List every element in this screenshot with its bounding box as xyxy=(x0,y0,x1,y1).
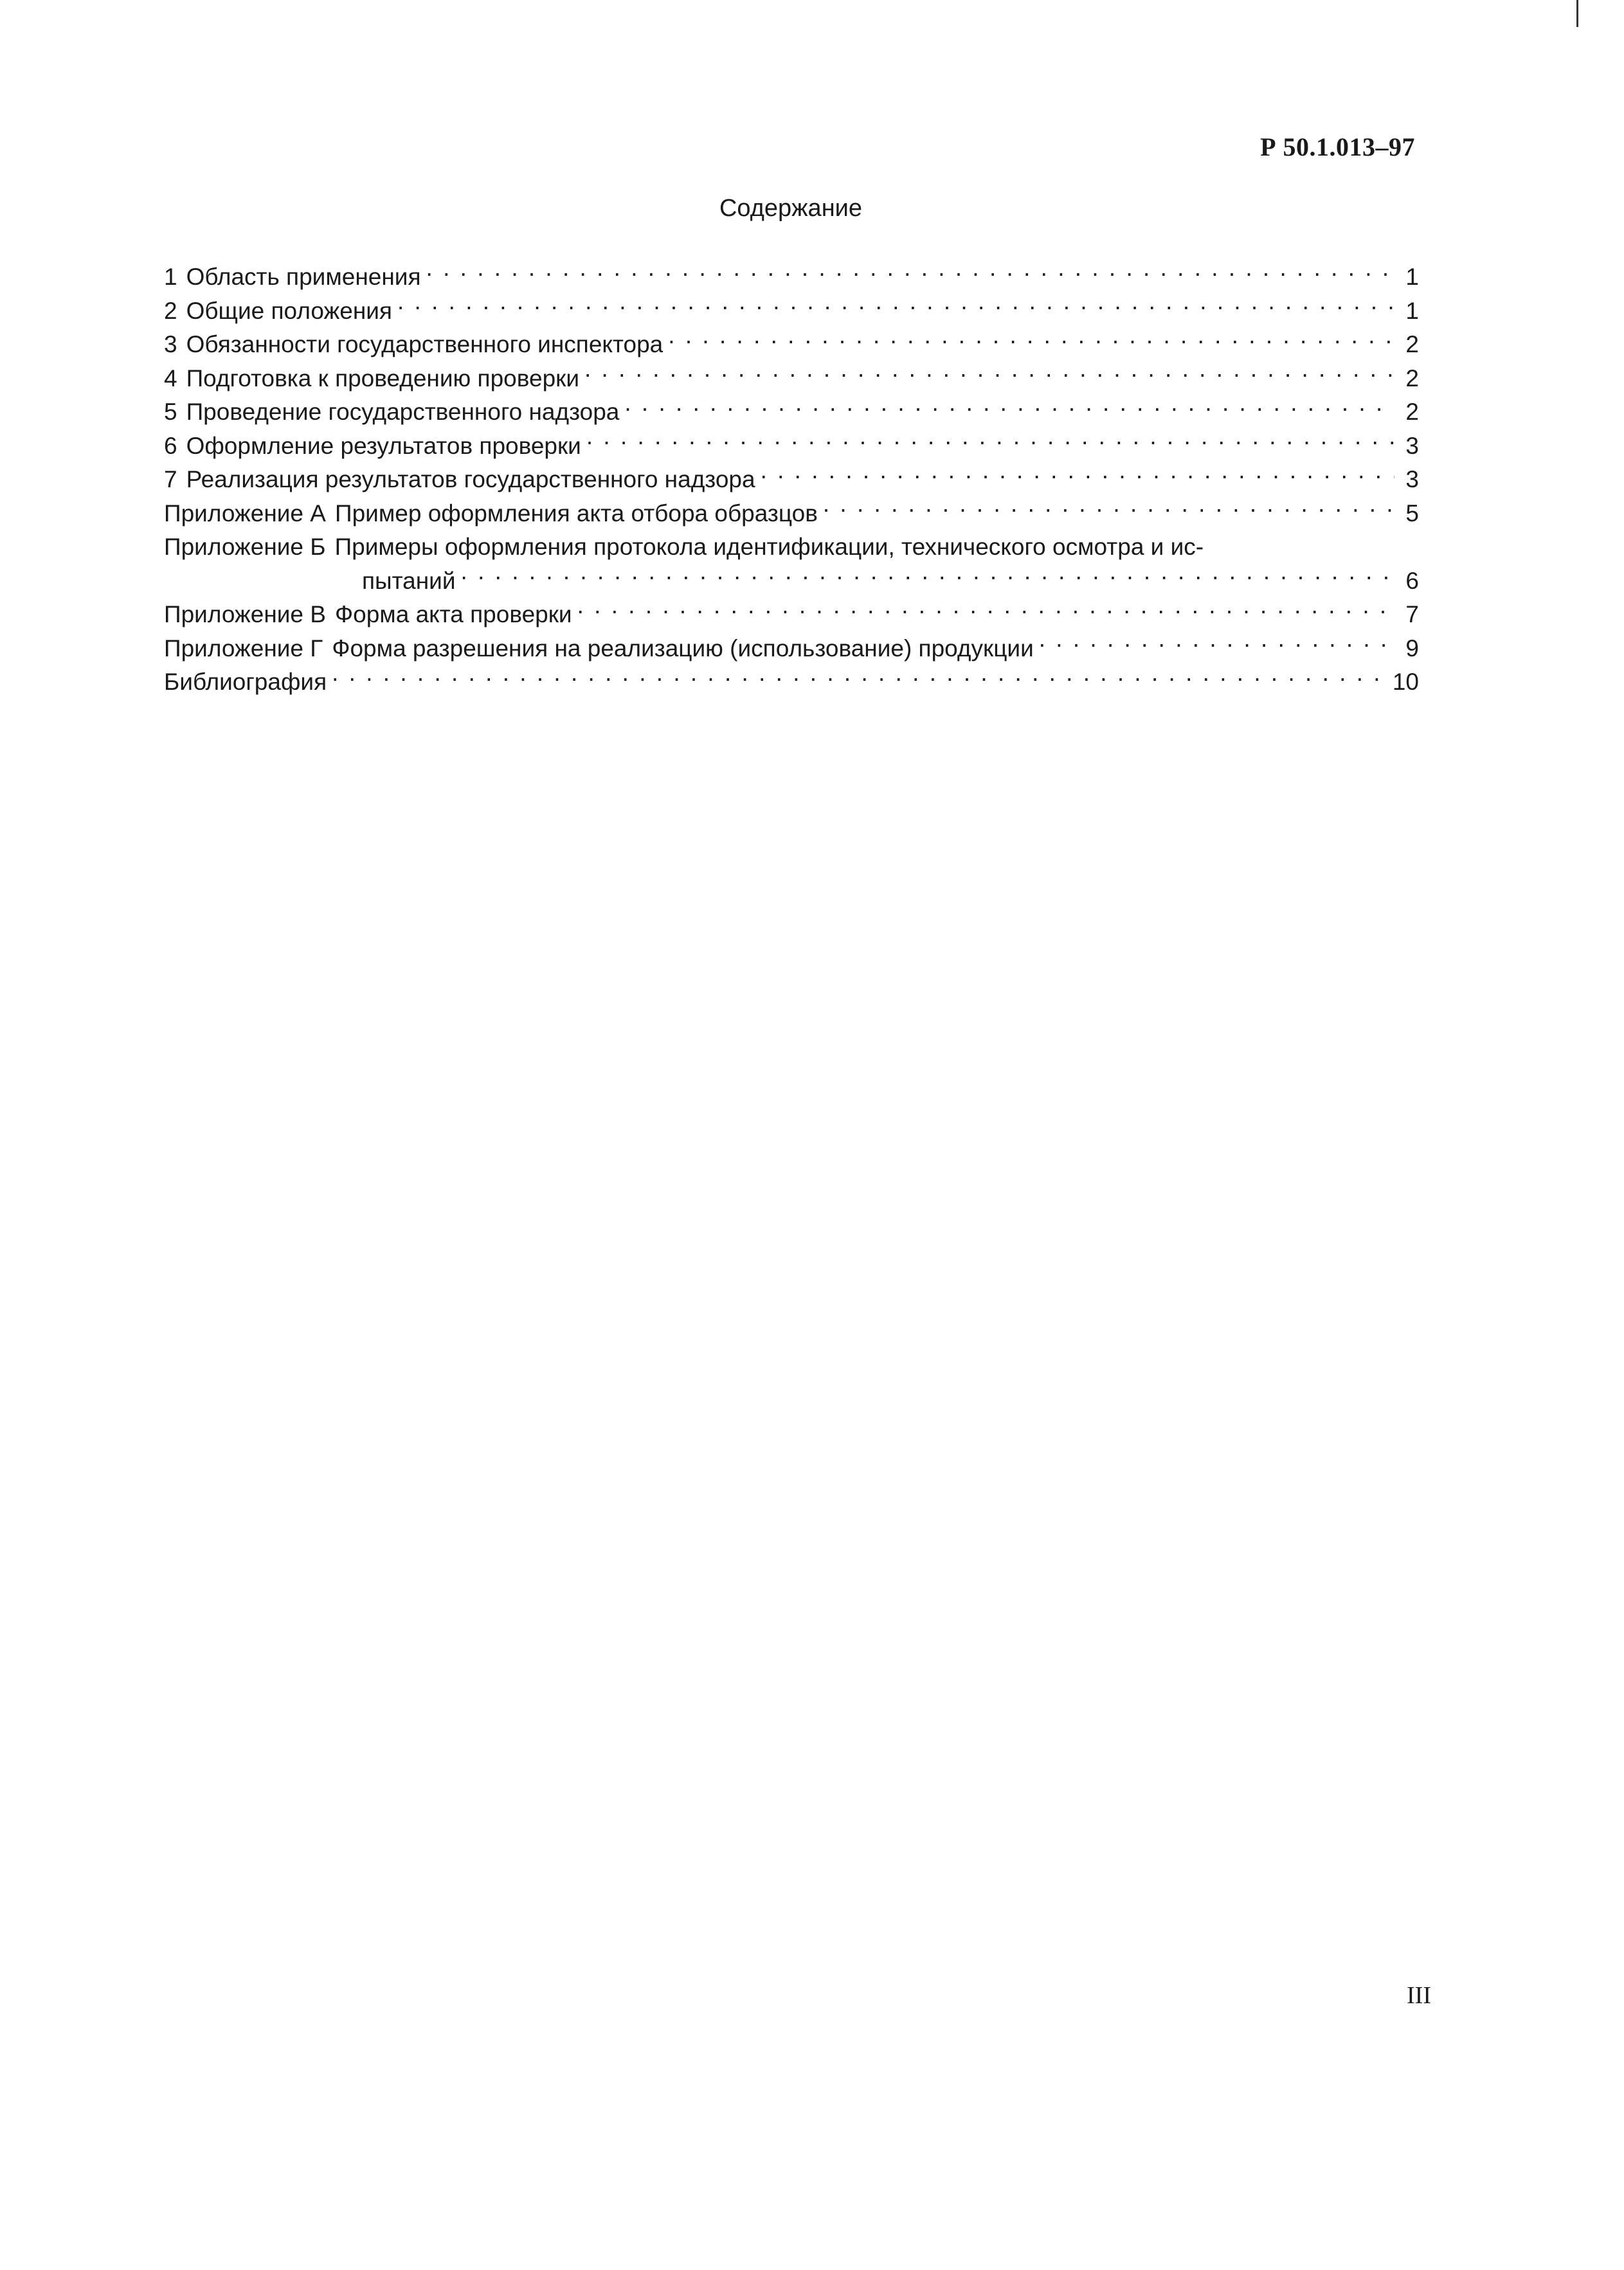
toc-entry-section-6[interactable] xyxy=(164,429,1419,464)
toc-leader-dots xyxy=(823,498,1394,521)
toc-leader-dots xyxy=(397,295,1394,319)
toc-entry-number: 5 xyxy=(164,399,177,425)
toc-leader-dots xyxy=(668,329,1394,352)
toc-entry-page: 1 xyxy=(1405,264,1419,290)
toc-entry-section-1[interactable] xyxy=(164,260,1419,294)
toc-appendix-label: Приложение Г xyxy=(164,635,323,662)
toc-entry-page: 2 xyxy=(1405,331,1419,357)
toc-entry-section-3[interactable] xyxy=(164,328,1419,362)
toc-leader-dots xyxy=(586,430,1394,454)
toc-entry-page: 3 xyxy=(1405,466,1419,492)
toc-entry-section-2[interactable] xyxy=(164,294,1419,329)
toc-entry-section-7[interactable] xyxy=(164,463,1419,497)
toc-entry-page: 5 xyxy=(1405,500,1419,527)
toc-entry-page: 2 xyxy=(1405,365,1419,392)
toc-entry-number: 7 xyxy=(164,466,177,492)
toc-entry-page: 10 xyxy=(1392,669,1419,695)
toc-leader-dots xyxy=(761,464,1394,487)
toc-entry-title: Форма разрешения на реализацию (использование) продукции xyxy=(332,635,1034,662)
toc-entry-section-5[interactable] xyxy=(164,395,1419,429)
toc-entry-title: Пример оформления акта отбора образцов xyxy=(334,500,818,527)
toc-entry-title: Подготовка к проведению проверки xyxy=(186,365,579,392)
toc-entry-section-4[interactable] xyxy=(164,362,1419,396)
toc-leader-dots xyxy=(1039,633,1394,656)
toc-entry-page: 1 xyxy=(1405,297,1419,324)
toc-entry-number: 4 xyxy=(164,365,177,392)
toc-entry-appendix-g[interactable] xyxy=(164,632,1419,666)
toc-entry-page: 7 xyxy=(1405,601,1419,627)
toc-entry-appendix-b[interactable] xyxy=(164,530,1419,564)
toc-entry-title: Библиография xyxy=(164,669,327,695)
toc-entry-bibliography[interactable] xyxy=(164,665,1419,699)
toc-entry-title: Реализация результатов государственного надзора xyxy=(186,466,755,492)
toc-entry-page: 6 xyxy=(1405,567,1419,594)
toc-entry-number: 2 xyxy=(164,297,177,324)
toc-appendix-label: Приложение Б xyxy=(164,534,326,560)
toc-leader-dots xyxy=(624,396,1394,420)
toc-appendix-label: Приложение А xyxy=(164,500,326,527)
scan-edge-mark xyxy=(1576,0,1578,27)
toc-entry-appendix-a[interactable] xyxy=(164,497,1419,531)
toc-leader-dots xyxy=(577,599,1394,622)
toc-entry-title: Примеры оформления протокола идентификации, технического осмотра и ис- xyxy=(334,534,1204,560)
toc-entry-title: Обязанности государственного инспектора xyxy=(186,331,663,357)
toc-entry-appendix-v[interactable] xyxy=(164,598,1419,632)
toc-entry-appendix-b-continuation[interactable] xyxy=(164,564,1419,599)
toc-entry-title: Оформление результатов проверки xyxy=(186,432,581,459)
toc-leader-dots xyxy=(584,363,1394,386)
toc-entry-title: Общие положения xyxy=(186,297,392,324)
document-code: Р 50.1.013–97 xyxy=(1260,132,1415,161)
toc-entry-title: Проведение государственного надзора xyxy=(186,399,620,425)
toc-entry-page: 3 xyxy=(1405,432,1419,459)
toc-entry-title: Форма акта проверки xyxy=(334,601,572,627)
toc-entry-title-continuation: пытаний xyxy=(362,567,456,594)
page-number: III xyxy=(1407,1982,1431,2009)
toc-leader-dots xyxy=(426,261,1394,285)
table-of-contents xyxy=(164,260,1419,699)
toc-entry-number: 3 xyxy=(164,331,177,357)
toc-entry-page: 2 xyxy=(1405,399,1419,425)
toc-entry-number: 6 xyxy=(164,432,177,459)
toc-entry-title: Область применения xyxy=(186,264,421,290)
toc-appendix-label: Приложение В xyxy=(164,601,326,627)
toc-entry-number: 1 xyxy=(164,264,177,290)
toc-leader-dots xyxy=(461,565,1394,589)
toc-entry-page: 9 xyxy=(1405,635,1419,662)
toc-heading: Содержание xyxy=(719,195,863,222)
toc-leader-dots xyxy=(332,666,1387,690)
